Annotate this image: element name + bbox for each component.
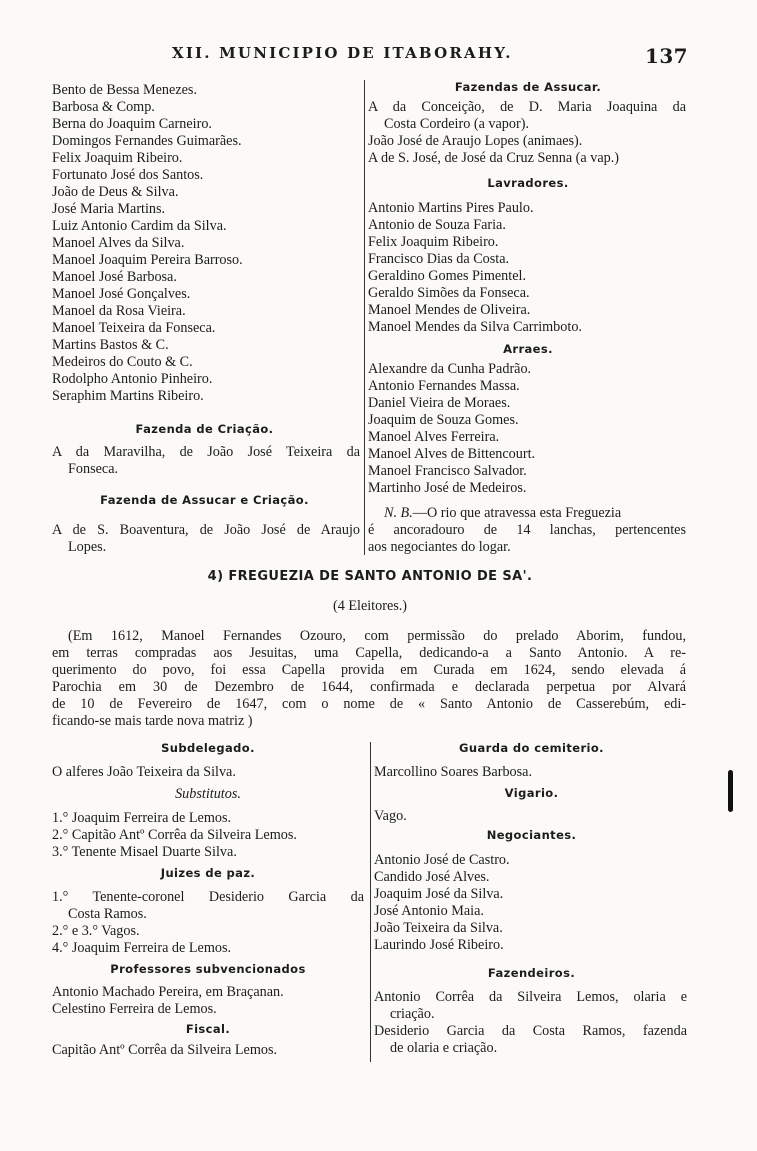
- list-item: Candido José Alves.: [374, 869, 490, 885]
- professores-heading: Professores subvencionados: [110, 962, 306, 976]
- fiscal-heading: Fiscal.: [185, 1022, 231, 1036]
- note-label: N. B.: [384, 505, 413, 521]
- list-item: Joaquim José da Silva.: [374, 886, 504, 902]
- substituto-line: 1.° Joaquim Ferreira de Lemos.: [52, 810, 232, 826]
- list-item: Fortunato José dos Santos.: [52, 167, 204, 183]
- subdelegado-heading: Subdelegado.: [161, 741, 255, 755]
- list-item: Manoel Alves de Bittencourt.: [368, 446, 536, 462]
- intro-line: querimento do povo, foi essa Capella provida em Curada em 1624, sendo elevada á: [52, 662, 686, 678]
- list-item: Manoel Francisco Salvador.: [368, 463, 527, 479]
- section-electors: (4 Eleitores.): [332, 598, 408, 614]
- vigario-name: Vago.: [374, 808, 407, 824]
- list-item: João Teixeira da Silva.: [374, 920, 503, 936]
- assucar-criacao-line: A de S. Boaventura, de João José de Araujo: [52, 522, 360, 538]
- list-item: José Antonio Maia.: [374, 903, 484, 919]
- list-item: Medeiros do Couto & C.: [52, 354, 193, 370]
- fazendas-heading: Fazendas de Assucar.: [454, 80, 602, 94]
- list-item: Alexandre da Cunha Padrão.: [368, 361, 532, 377]
- list-item: Berna do Joaquim Carneiro.: [52, 116, 212, 132]
- list-item: Antonio Martins Pires Paulo.: [368, 200, 534, 216]
- note-text: —O rio que atravessa esta Freguezia: [412, 505, 622, 521]
- list-item: José Maria Martins.: [52, 201, 166, 217]
- professor-line: Celestino Ferreira de Lemos.: [52, 1001, 217, 1017]
- fazenda-line: A de S. José, de José da Cruz Senna (a vap.): [368, 150, 619, 166]
- section-title: 4) FREGUEZIA DE SANTO ANTONIO DE SA'.: [207, 569, 533, 584]
- substitutos-heading: Substitutos.: [175, 786, 241, 802]
- list-item: João de Deus & Silva.: [52, 184, 179, 200]
- list-item: Manoel Mendes de Oliveira.: [368, 302, 531, 318]
- list-item: Domingos Fernandes Guimarães.: [52, 133, 242, 149]
- substituto-line: 3.° Tenente Misael Duarte Silva.: [52, 844, 237, 860]
- fazendeiros-line: Antonio Corrêa da Silveira Lemos, olaria e: [374, 989, 687, 1005]
- lavradores-heading: Lavradores.: [487, 176, 569, 190]
- list-item: Antonio Fernandes Massa.: [368, 378, 520, 394]
- list-item: Seraphim Martins Ribeiro.: [52, 388, 204, 404]
- list-item: Luiz Antonio Cardim da Silva.: [52, 218, 227, 234]
- guarda-heading: Guarda do cemiterio.: [459, 741, 604, 755]
- criacao-heading: Fazenda de Criação.: [135, 422, 274, 436]
- vigario-heading: Vigario.: [504, 786, 559, 800]
- list-item: Geraldino Gomes Pimentel.: [368, 268, 527, 284]
- fazendeiros-heading: Fazendeiros.: [487, 966, 576, 980]
- assucar-criacao-heading: Fazenda de Assucar e Criação.: [100, 493, 309, 507]
- arraes-heading: Arraes.: [503, 342, 553, 356]
- fazenda-line: A da Conceição, de D. Maria Joaquina da: [368, 99, 686, 115]
- juizes-line: 4.° Joaquim Ferreira de Lemos.: [52, 940, 232, 956]
- list-item: Daniel Vieira de Moraes.: [368, 395, 511, 411]
- list-item: Rodolpho Antonio Pinheiro.: [52, 371, 213, 387]
- page-number: 137: [645, 44, 688, 68]
- column-divider-bottom: [370, 742, 371, 1062]
- list-item: Manoel José Gonçalves.: [52, 286, 191, 302]
- fazenda-line: João José de Araujo Lopes (animaes).: [368, 133, 583, 149]
- fazendeiros-line: Desiderio Garcia da Costa Ramos, fazenda: [374, 1023, 687, 1039]
- negociantes-heading: Negociantes.: [486, 828, 577, 842]
- list-item: Martinho José de Medeiros.: [368, 480, 527, 496]
- fazendeiros-line: criação.: [390, 1006, 435, 1022]
- list-item: Antonio José de Castro.: [374, 852, 510, 868]
- note-line: é ancoradouro de 14 lanchas, pertencentes: [368, 522, 686, 538]
- criacao-line: Fonseca.: [68, 461, 119, 477]
- subdelegado-name: O alferes João Teixeira da Silva.: [52, 764, 236, 780]
- margin-ink-mark: [728, 770, 733, 812]
- list-item: Manoel Teixeira da Fonseca.: [52, 320, 216, 336]
- guarda-name: Marcollino Soares Barbosa.: [374, 764, 532, 780]
- intro-line: de 10 de Fevereiro de 1647, com o nome de « Santo Antonio de Casserebúm, edi-: [52, 696, 686, 712]
- list-item: Martins Bastos & C.: [52, 337, 169, 353]
- list-item: Manoel Mendes da Silva Carrimboto.: [368, 319, 582, 335]
- intro-line: em terras compradas aos Jesuitas, uma Capella, dedicando-a a Santo Antonio. A re-: [52, 645, 686, 661]
- fazendeiros-line: de olaria e criação.: [390, 1040, 498, 1056]
- list-item: Barbosa & Comp.: [52, 99, 155, 115]
- page-header-title: XII. MUNICIPIO DE ITABORAHY.: [172, 44, 513, 62]
- intro-line: (Em 1612, Manoel Fernandes Ozouro, com permissão do prelado Aborim, fundou,: [68, 628, 686, 644]
- list-item: Antonio de Souza Faria.: [368, 217, 506, 233]
- note-line: aos negociantes do logar.: [368, 539, 511, 555]
- juizes-heading: Juizes de paz.: [160, 866, 256, 880]
- intro-line: ficando-se mais tarde nova matriz ): [52, 713, 253, 729]
- list-item: Manoel da Rosa Vieira.: [52, 303, 186, 319]
- list-item: Manoel José Barbosa.: [52, 269, 177, 285]
- juizes-line: 2.° e 3.° Vagos.: [52, 923, 140, 939]
- juizes-line: 1.° Tenente-coronel Desiderio Garcia da: [52, 889, 364, 905]
- intro-line: Parochia em 30 de Dezembro de 1644, confirmada e declarada perpetua por Alvará: [52, 679, 686, 695]
- list-item: Francisco Dias da Costa.: [368, 251, 510, 267]
- list-item: Joaquim de Souza Gomes.: [368, 412, 519, 428]
- list-item: Manoel Alves da Silva.: [52, 235, 185, 251]
- fiscal-name: Capitão Antº Corrêa da Silveira Lemos.: [52, 1042, 278, 1058]
- list-item: Manoel Alves Ferreira.: [368, 429, 500, 445]
- professor-line: Antonio Machado Pereira, em Braçanan.: [52, 984, 284, 1000]
- assucar-criacao-line: Lopes.: [68, 539, 107, 555]
- list-item: Manoel Joaquim Pereira Barroso.: [52, 252, 243, 268]
- substituto-line: 2.° Capitão Antº Corrêa da Silveira Lemos.: [52, 827, 297, 843]
- juizes-line: Costa Ramos.: [68, 906, 147, 922]
- criacao-line: A da Maravilha, de João José Teixeira da: [52, 444, 360, 460]
- fazenda-line: Costa Cordeiro (a vapor).: [384, 116, 529, 132]
- list-item: Felix Joaquim Ribeiro.: [368, 234, 499, 250]
- list-item: Felix Joaquim Ribeiro.: [52, 150, 183, 166]
- list-item: Geraldo Simões da Fonseca.: [368, 285, 530, 301]
- list-item: Laurindo José Ribeiro.: [374, 937, 504, 953]
- column-divider-top: [364, 80, 365, 555]
- list-item: Bento de Bessa Menezes.: [52, 82, 197, 98]
- note-line: [384, 505, 621, 522]
